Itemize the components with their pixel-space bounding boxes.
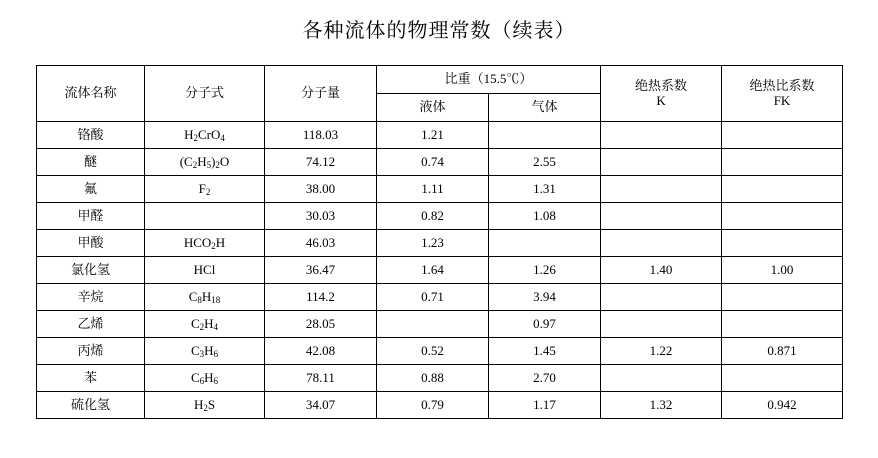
- column-header-liquid: 液体: [377, 94, 489, 122]
- cell-specific-gravity-gas: 0.97: [489, 311, 601, 338]
- column-header-formula: 分子式: [145, 66, 265, 122]
- cell-specific-gravity-liquid: 0.74: [377, 149, 489, 176]
- cell-adiabatic-coefficient: [601, 203, 722, 230]
- cell-formula: $(C_2H_5)_2O$: [145, 149, 265, 176]
- table-header-row-1: [37, 66, 843, 94]
- cell-adiabatic-ratio: 1.00: [722, 257, 843, 284]
- cell-adiabatic-ratio: [722, 122, 843, 149]
- cell-molecular-weight: 114.2: [265, 284, 377, 311]
- cell-adiabatic-ratio: [722, 203, 843, 230]
- cell-adiabatic-ratio: [722, 365, 843, 392]
- cell-specific-gravity-liquid: 1.23: [377, 230, 489, 257]
- cell-adiabatic-coefficient: [601, 365, 722, 392]
- cell-formula: $C_3H_6$: [145, 338, 265, 365]
- table-row: [37, 392, 843, 419]
- table-row: [37, 176, 843, 203]
- table-row: [37, 122, 843, 149]
- cell-specific-gravity-gas: 1.45: [489, 338, 601, 365]
- table-row: [37, 284, 843, 311]
- cell-specific-gravity-gas: 2.55: [489, 149, 601, 176]
- cell-adiabatic-coefficient: [601, 311, 722, 338]
- cell-molecular-weight: 74.12: [265, 149, 377, 176]
- cell-formula: [145, 203, 265, 230]
- cell-formula: $C_8H_{18}$: [145, 284, 265, 311]
- cell-fluid-name: 甲醛: [37, 203, 145, 230]
- cell-specific-gravity-gas: 2.70: [489, 365, 601, 392]
- cell-molecular-weight: 78.11: [265, 365, 377, 392]
- cell-molecular-weight: 118.03: [265, 122, 377, 149]
- cell-specific-gravity-gas: 1.17: [489, 392, 601, 419]
- cell-specific-gravity-liquid: 0.88: [377, 365, 489, 392]
- cell-adiabatic-ratio: [722, 230, 843, 257]
- column-header-adiabatic-coefficient: [601, 66, 722, 122]
- column-header-specific-gravity: 比重（15.5℃）: [377, 66, 601, 94]
- table-row: [37, 203, 843, 230]
- cell-fluid-name: 氯化氢: [37, 257, 145, 284]
- cell-adiabatic-coefficient: [601, 149, 722, 176]
- cell-adiabatic-coefficient: 1.22: [601, 338, 722, 365]
- cell-molecular-weight: 30.03: [265, 203, 377, 230]
- table-body: [37, 122, 843, 419]
- cell-molecular-weight: 46.03: [265, 230, 377, 257]
- cell-molecular-weight: 38.00: [265, 176, 377, 203]
- cell-specific-gravity-liquid: 1.11: [377, 176, 489, 203]
- column-header-adiabatic-ratio-line1: 绝热比系数: [749, 77, 815, 93]
- table-row: [37, 230, 843, 257]
- cell-adiabatic-coefficient: [601, 230, 722, 257]
- cell-fluid-name: 铬酸: [37, 122, 145, 149]
- cell-fluid-name: 甲酸: [37, 230, 145, 257]
- cell-specific-gravity-liquid: 0.71: [377, 284, 489, 311]
- table-row: [37, 311, 843, 338]
- cell-fluid-name: 辛烷: [37, 284, 145, 311]
- cell-formula: $H_2S$: [145, 392, 265, 419]
- cell-fluid-name: 乙烯: [37, 311, 145, 338]
- cell-fluid-name: 氟: [37, 176, 145, 203]
- cell-molecular-weight: 28.05: [265, 311, 377, 338]
- cell-specific-gravity-gas: 1.26: [489, 257, 601, 284]
- cell-formula: $F_2$: [145, 176, 265, 203]
- cell-formula: $C_2H_4$: [145, 311, 265, 338]
- cell-fluid-name: 苯: [37, 365, 145, 392]
- cell-adiabatic-coefficient: [601, 176, 722, 203]
- cell-adiabatic-ratio: 0.871: [722, 338, 843, 365]
- column-header-adiabatic-ratio-line2: FK: [773, 92, 791, 108]
- cell-specific-gravity-gas: [489, 230, 601, 257]
- cell-specific-gravity-gas: 1.08: [489, 203, 601, 230]
- cell-formula: $HCO_2H$: [145, 230, 265, 257]
- cell-adiabatic-coefficient: [601, 284, 722, 311]
- cell-adiabatic-ratio: 0.942: [722, 392, 843, 419]
- cell-molecular-weight: 42.08: [265, 338, 377, 365]
- cell-adiabatic-ratio: [722, 176, 843, 203]
- cell-adiabatic-coefficient: 1.40: [601, 257, 722, 284]
- cell-specific-gravity-gas: 1.31: [489, 176, 601, 203]
- table-row: [37, 338, 843, 365]
- cell-specific-gravity-liquid: 0.79: [377, 392, 489, 419]
- table-header: [37, 66, 843, 122]
- cell-fluid-name: 硫化氢: [37, 392, 145, 419]
- cell-formula: $H_2CrO_4$: [145, 122, 265, 149]
- cell-adiabatic-coefficient: [601, 122, 722, 149]
- column-header-name: 流体名称: [37, 66, 145, 122]
- table-row: [37, 257, 843, 284]
- cell-fluid-name: 丙烯: [37, 338, 145, 365]
- column-header-adiabatic-ratio: [722, 66, 843, 122]
- table-container: [0, 43, 878, 419]
- cell-specific-gravity-liquid: 1.64: [377, 257, 489, 284]
- column-header-molecular-weight: 分子量: [265, 66, 377, 122]
- cell-adiabatic-ratio: [722, 149, 843, 176]
- table-row: [37, 149, 843, 176]
- cell-specific-gravity-gas: [489, 122, 601, 149]
- cell-fluid-name: 醚: [37, 149, 145, 176]
- cell-adiabatic-ratio: [722, 311, 843, 338]
- cell-specific-gravity-liquid: 1.21: [377, 122, 489, 149]
- cell-specific-gravity-liquid: 0.52: [377, 338, 489, 365]
- column-header-adiabatic-coefficient-line1: 绝热系数: [635, 77, 688, 93]
- cell-adiabatic-coefficient: 1.32: [601, 392, 722, 419]
- cell-molecular-weight: 36.47: [265, 257, 377, 284]
- table-row: [37, 365, 843, 392]
- cell-specific-gravity-liquid: 0.82: [377, 203, 489, 230]
- cell-formula: $C_6H_6$: [145, 365, 265, 392]
- cell-molecular-weight: 34.07: [265, 392, 377, 419]
- cell-specific-gravity-liquid: [377, 311, 489, 338]
- column-header-gas: 气体: [489, 94, 601, 122]
- cell-specific-gravity-gas: 3.94: [489, 284, 601, 311]
- page-title: 各种流体的物理常数（续表）: [302, 20, 576, 42]
- cell-adiabatic-ratio: [722, 284, 843, 311]
- cell-formula: HCl: [145, 257, 265, 284]
- physical-constants-table: [36, 65, 843, 419]
- column-header-adiabatic-coefficient-line2: K: [656, 92, 666, 108]
